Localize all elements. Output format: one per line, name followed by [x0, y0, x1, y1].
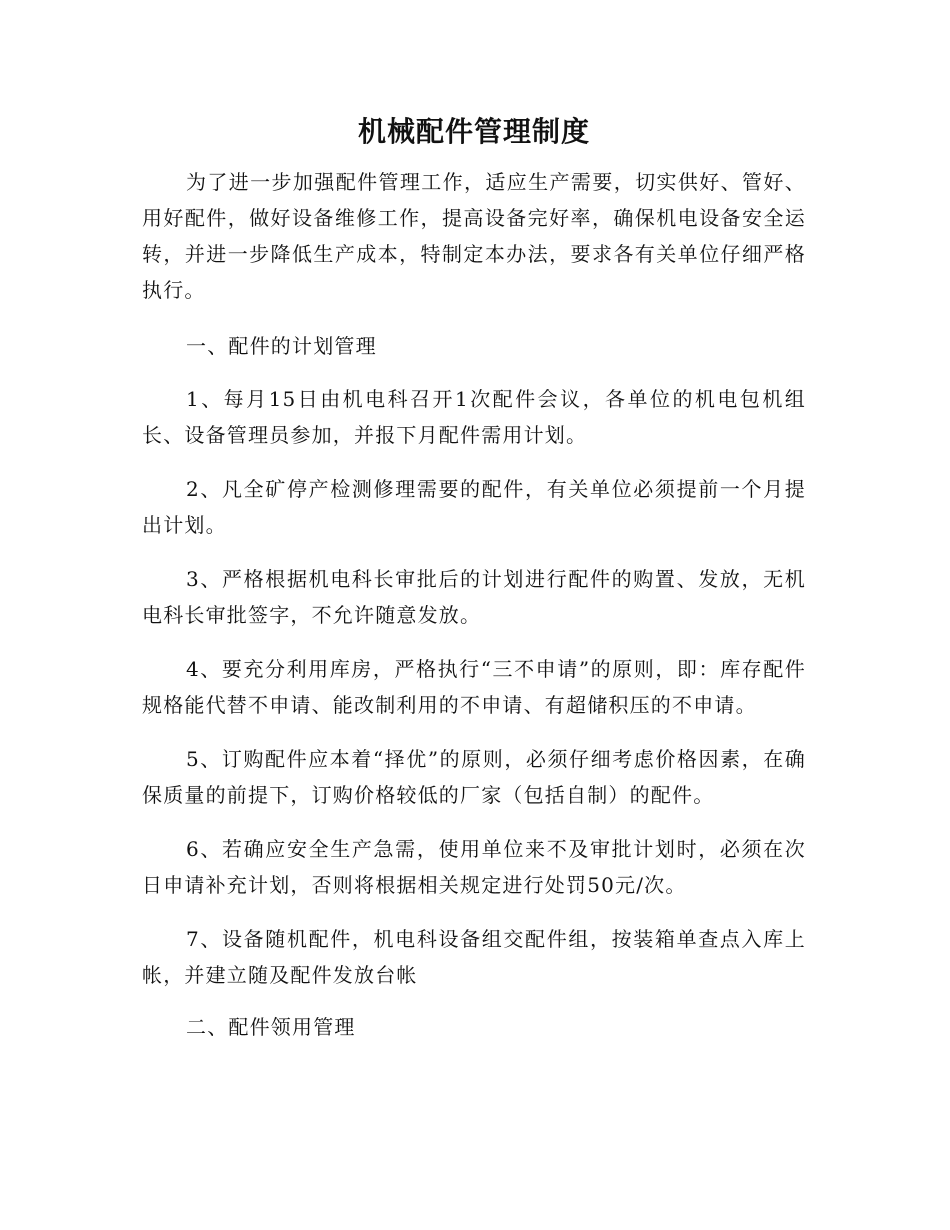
list-item: 1、每月15日由机电科召开1次配件会议，各单位的机电包机组长、设备管理员参加，并报下月配件需用计划。: [142, 387, 806, 447]
list-item: 5、订购配件应本着“择优”的原则，必须仔细考虑价格因素，在确保质量的前提下，订购价格较低的厂家（包括自制）的配件。: [142, 747, 806, 807]
list-item: 6、若确应安全生产急需，使用单位来不及审批计划时，必须在次日申请补充计划，否则将根据相关规定进行处罚50元/次。: [142, 837, 806, 897]
document-title: 机械配件管理制度: [357, 115, 590, 148]
section-heading-usage: 二、配件领用管理: [186, 1015, 356, 1039]
list-item: 3、严格根据机电科长审批后的计划进行配件的购置、发放，无机电科长审批签字，不允许随意发放。: [142, 567, 806, 627]
list-item: 4、要充分利用库房，严格执行“三不申请”的原则，即：库存配件规格能代替不申请、能改制利用的不申请、有超储积压的不申请。: [142, 657, 806, 717]
list-item: 2、凡全矿停产检测修理需要的配件，有关单位必须提前一个月提出计划。: [142, 477, 806, 537]
intro-paragraph: 为了进一步加强配件管理工作，适应生产需要，切实供好、管好、用好配件，做好设备维修工作，提高设备完好率，确保机电设备安全运转，并进一步降低生产成本，特制定本办法，要求各有关单位仔细严格执行。: [142, 170, 806, 302]
list-item: 7、设备随机配件，机电科设备组交配件组，按装箱单查点入库上帐，并建立随及配件发放台帐: [142, 927, 806, 987]
section-heading-plan: 一、配件的计划管理: [186, 334, 377, 358]
